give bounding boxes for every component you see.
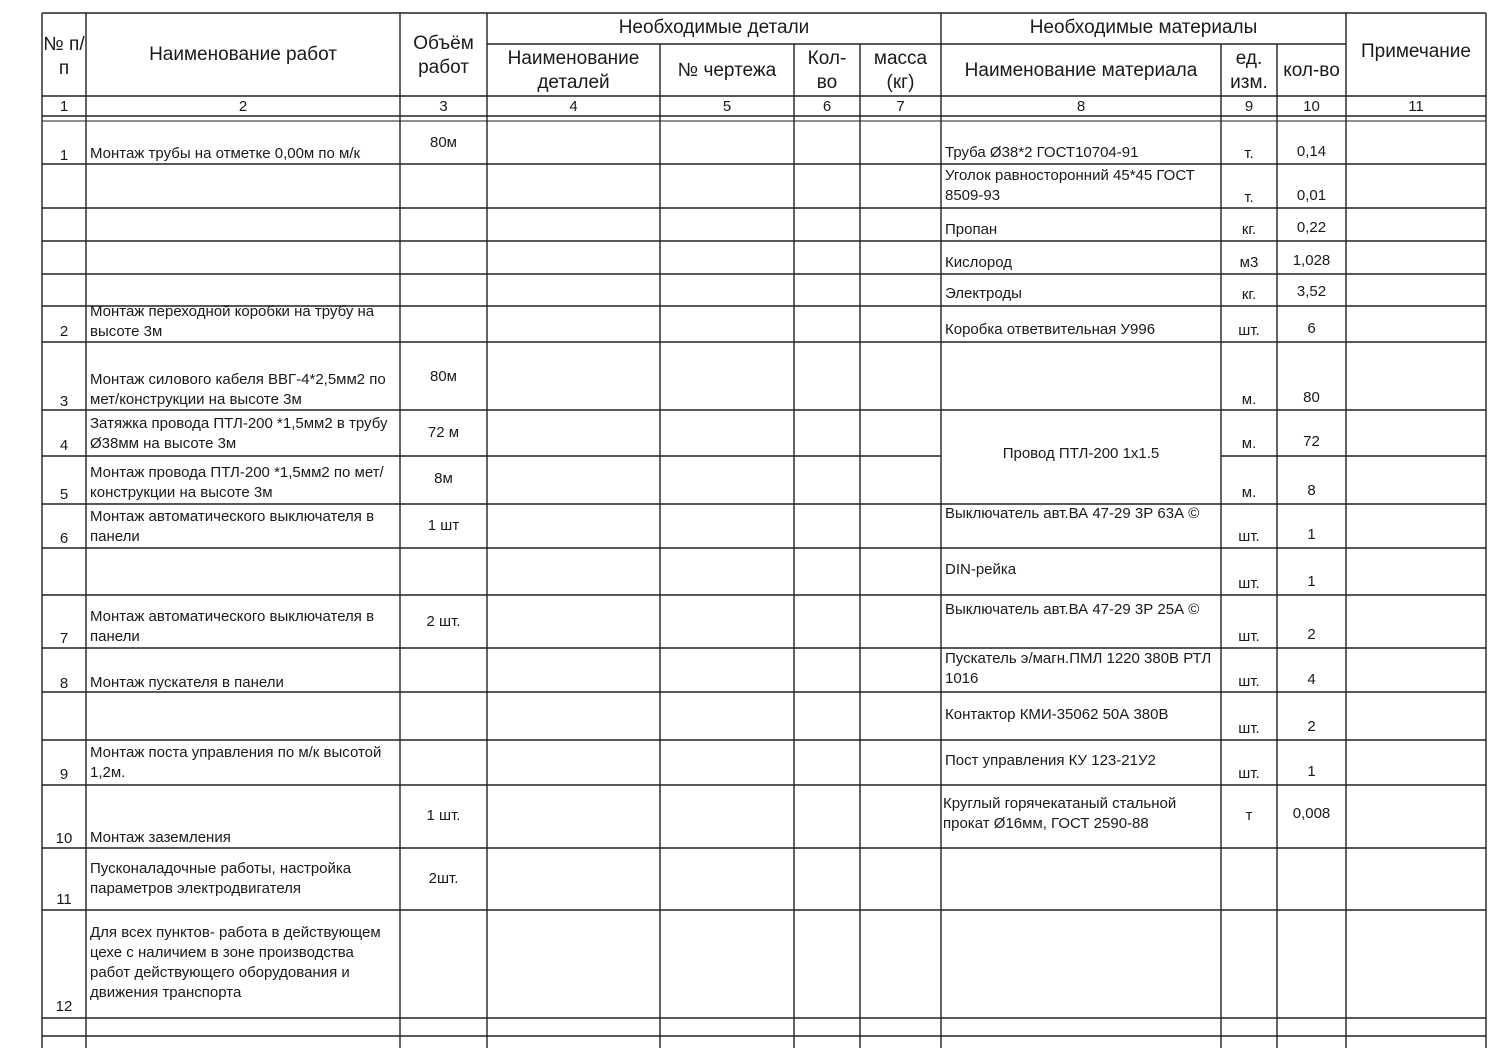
row-number: 6	[59, 530, 69, 547]
work-name: Затяжка провода ПТЛ-200 *1,5мм2 в трубу Ø38мм на высоте 3м	[90, 415, 388, 452]
material-qty: 1	[1307, 573, 1316, 590]
material-name: Кислород	[945, 254, 1012, 271]
work-name: Монтаж автоматического выключателя в панели	[90, 608, 375, 645]
material-qty: 0,01	[1296, 187, 1327, 204]
material-unit: шт.	[1238, 528, 1260, 545]
row-number: 12	[55, 998, 73, 1015]
work-volume: 1 шт.	[426, 807, 461, 824]
row-number: 2	[59, 323, 69, 340]
work-volume: 2 шт.	[426, 613, 461, 630]
header-details-group: Необходимые детали	[618, 17, 810, 38]
work-name: Монтаж силового кабеля ВВГ-4*2,5мм2 по мет/конструкции на высоте 3м	[90, 371, 386, 408]
material-name: Пропан	[945, 221, 998, 238]
material-unit: т	[1245, 807, 1253, 824]
material-unit: м.	[1241, 435, 1257, 452]
header-mass: масса (кг)	[873, 48, 928, 93]
material-qty: 4	[1307, 671, 1316, 688]
work-name: Для всех пунктов- работа в действующем цехе с наличием в зоне производства работ действующего оборудования и движения транспорта	[90, 924, 381, 1001]
material-name: Провод ПТЛ-200 1х1.5	[1002, 445, 1160, 462]
work-name: Монтаж трубы на отметке 0,00м по м/к	[90, 145, 361, 162]
material-unit: шт.	[1238, 673, 1260, 690]
material-unit: м.	[1241, 484, 1257, 501]
material-unit: шт.	[1238, 720, 1260, 737]
row-number: 4	[59, 437, 69, 454]
column-number: 10	[1303, 98, 1320, 115]
work-name: Пусконаладочные работы, настройка параметров электродвигателя	[90, 860, 352, 897]
header-num: № п/п	[43, 34, 85, 79]
material-unit: шт.	[1238, 628, 1260, 645]
work-volume: 8м	[434, 470, 453, 487]
column-number: 7	[896, 98, 905, 115]
material-name: Коробка ответвительная У996	[945, 321, 1156, 338]
column-number: 3	[439, 98, 448, 115]
material-unit: шт.	[1238, 575, 1260, 592]
header-unit: ед. изм.	[1230, 48, 1268, 93]
material-qty: 1,028	[1292, 252, 1331, 269]
column-number: 8	[1076, 98, 1086, 115]
header-drawing-no: № чертежа	[677, 60, 777, 81]
material-name: Труба Ø38*2 ГОСТ10704-91	[945, 144, 1139, 161]
header-material-qty: кол-во	[1283, 60, 1340, 81]
material-qty: 0,14	[1296, 143, 1327, 160]
header-work-name: Наименование работ	[149, 44, 337, 65]
material-unit: м.	[1241, 391, 1257, 408]
header-material-name: Наименование материала	[964, 60, 1198, 81]
material-unit: м3	[1239, 254, 1259, 271]
work-volume: 80м	[430, 368, 457, 385]
material-unit: кг.	[1241, 221, 1257, 238]
work-volume: 2шт.	[428, 870, 459, 887]
column-number: 11	[1408, 98, 1424, 115]
work-name: Монтаж автоматического выключателя в панели	[90, 508, 375, 545]
material-qty: 0,008	[1292, 805, 1331, 822]
material-qty: 1	[1307, 763, 1316, 780]
material-name: Пускатель э/магн.ПМЛ 1220 380В РТЛ 1016	[945, 650, 1212, 687]
work-volume: 72 м	[427, 424, 460, 441]
row-number: 5	[59, 486, 69, 503]
material-unit: т.	[1244, 189, 1254, 206]
header-note: Примечание	[1361, 41, 1471, 62]
material-qty: 6	[1307, 320, 1316, 337]
work-volume: 1 шт	[427, 517, 460, 534]
row-number: 8	[59, 675, 69, 692]
row-number: 3	[59, 393, 69, 410]
column-number: 2	[238, 98, 248, 115]
material-qty: 3,52	[1296, 283, 1327, 300]
row-number: 7	[59, 630, 69, 647]
material-name: Пост управления КУ 123-21У2	[945, 752, 1156, 769]
header-volume: Объём работ	[413, 33, 474, 78]
material-name: Уголок равносторонний 45*45 ГОСТ 8509-93	[945, 167, 1195, 204]
material-qty: 72	[1303, 433, 1320, 450]
column-number: 5	[722, 98, 732, 115]
work-name: Монтаж заземления	[90, 829, 231, 846]
row-number: 1	[59, 147, 69, 164]
material-name: Контактор КМИ-35062 50А 380В	[945, 706, 1169, 723]
row-number: 9	[59, 766, 69, 783]
material-name: Круглый горячекатаный стальной прокат Ø16мм, ГОСТ 2590-88	[943, 795, 1177, 832]
header-materials-group: Необходимые материалы	[1029, 17, 1258, 38]
material-qty: 80	[1303, 389, 1320, 406]
material-qty: 1	[1307, 526, 1316, 543]
work-name: Монтаж поста управления по м/к высотой 1,2м.	[90, 744, 382, 781]
header-detail-name: Наименование деталей	[507, 48, 640, 93]
work-name: Монтаж провода ПТЛ-200 *1,5мм2 по мет/конструкции на высоте 3м	[90, 464, 384, 501]
work-name: Монтаж пускателя в панели	[90, 674, 284, 691]
material-unit: т.	[1244, 145, 1254, 162]
material-unit: кг.	[1241, 286, 1257, 303]
material-name: Электроды	[945, 285, 1022, 302]
row-number: 10	[55, 830, 73, 847]
material-unit: шт.	[1238, 322, 1260, 339]
material-qty: 2	[1307, 626, 1316, 643]
material-qty: 2	[1307, 718, 1316, 735]
material-name: Выключатель авт.ВА 47-29 3Р 25А ©	[945, 601, 1200, 618]
column-number: 9	[1244, 98, 1254, 115]
material-name: DIN-рейка	[945, 561, 1017, 578]
row-number: 11	[56, 891, 72, 908]
work-volume: 80м	[430, 134, 457, 151]
material-unit: шт.	[1238, 765, 1260, 782]
material-name: Выключатель авт.ВА 47-29 3Р 63А ©	[945, 505, 1200, 522]
column-number: 6	[822, 98, 832, 115]
work-name: Монтаж переходной коробки на трубу на высоте 3м	[90, 303, 375, 340]
material-qty: 8	[1307, 482, 1316, 499]
material-qty: 0,22	[1296, 219, 1327, 236]
column-number: 1	[59, 98, 69, 115]
header-qty: Кол-во	[807, 48, 847, 93]
column-number: 4	[569, 98, 578, 115]
